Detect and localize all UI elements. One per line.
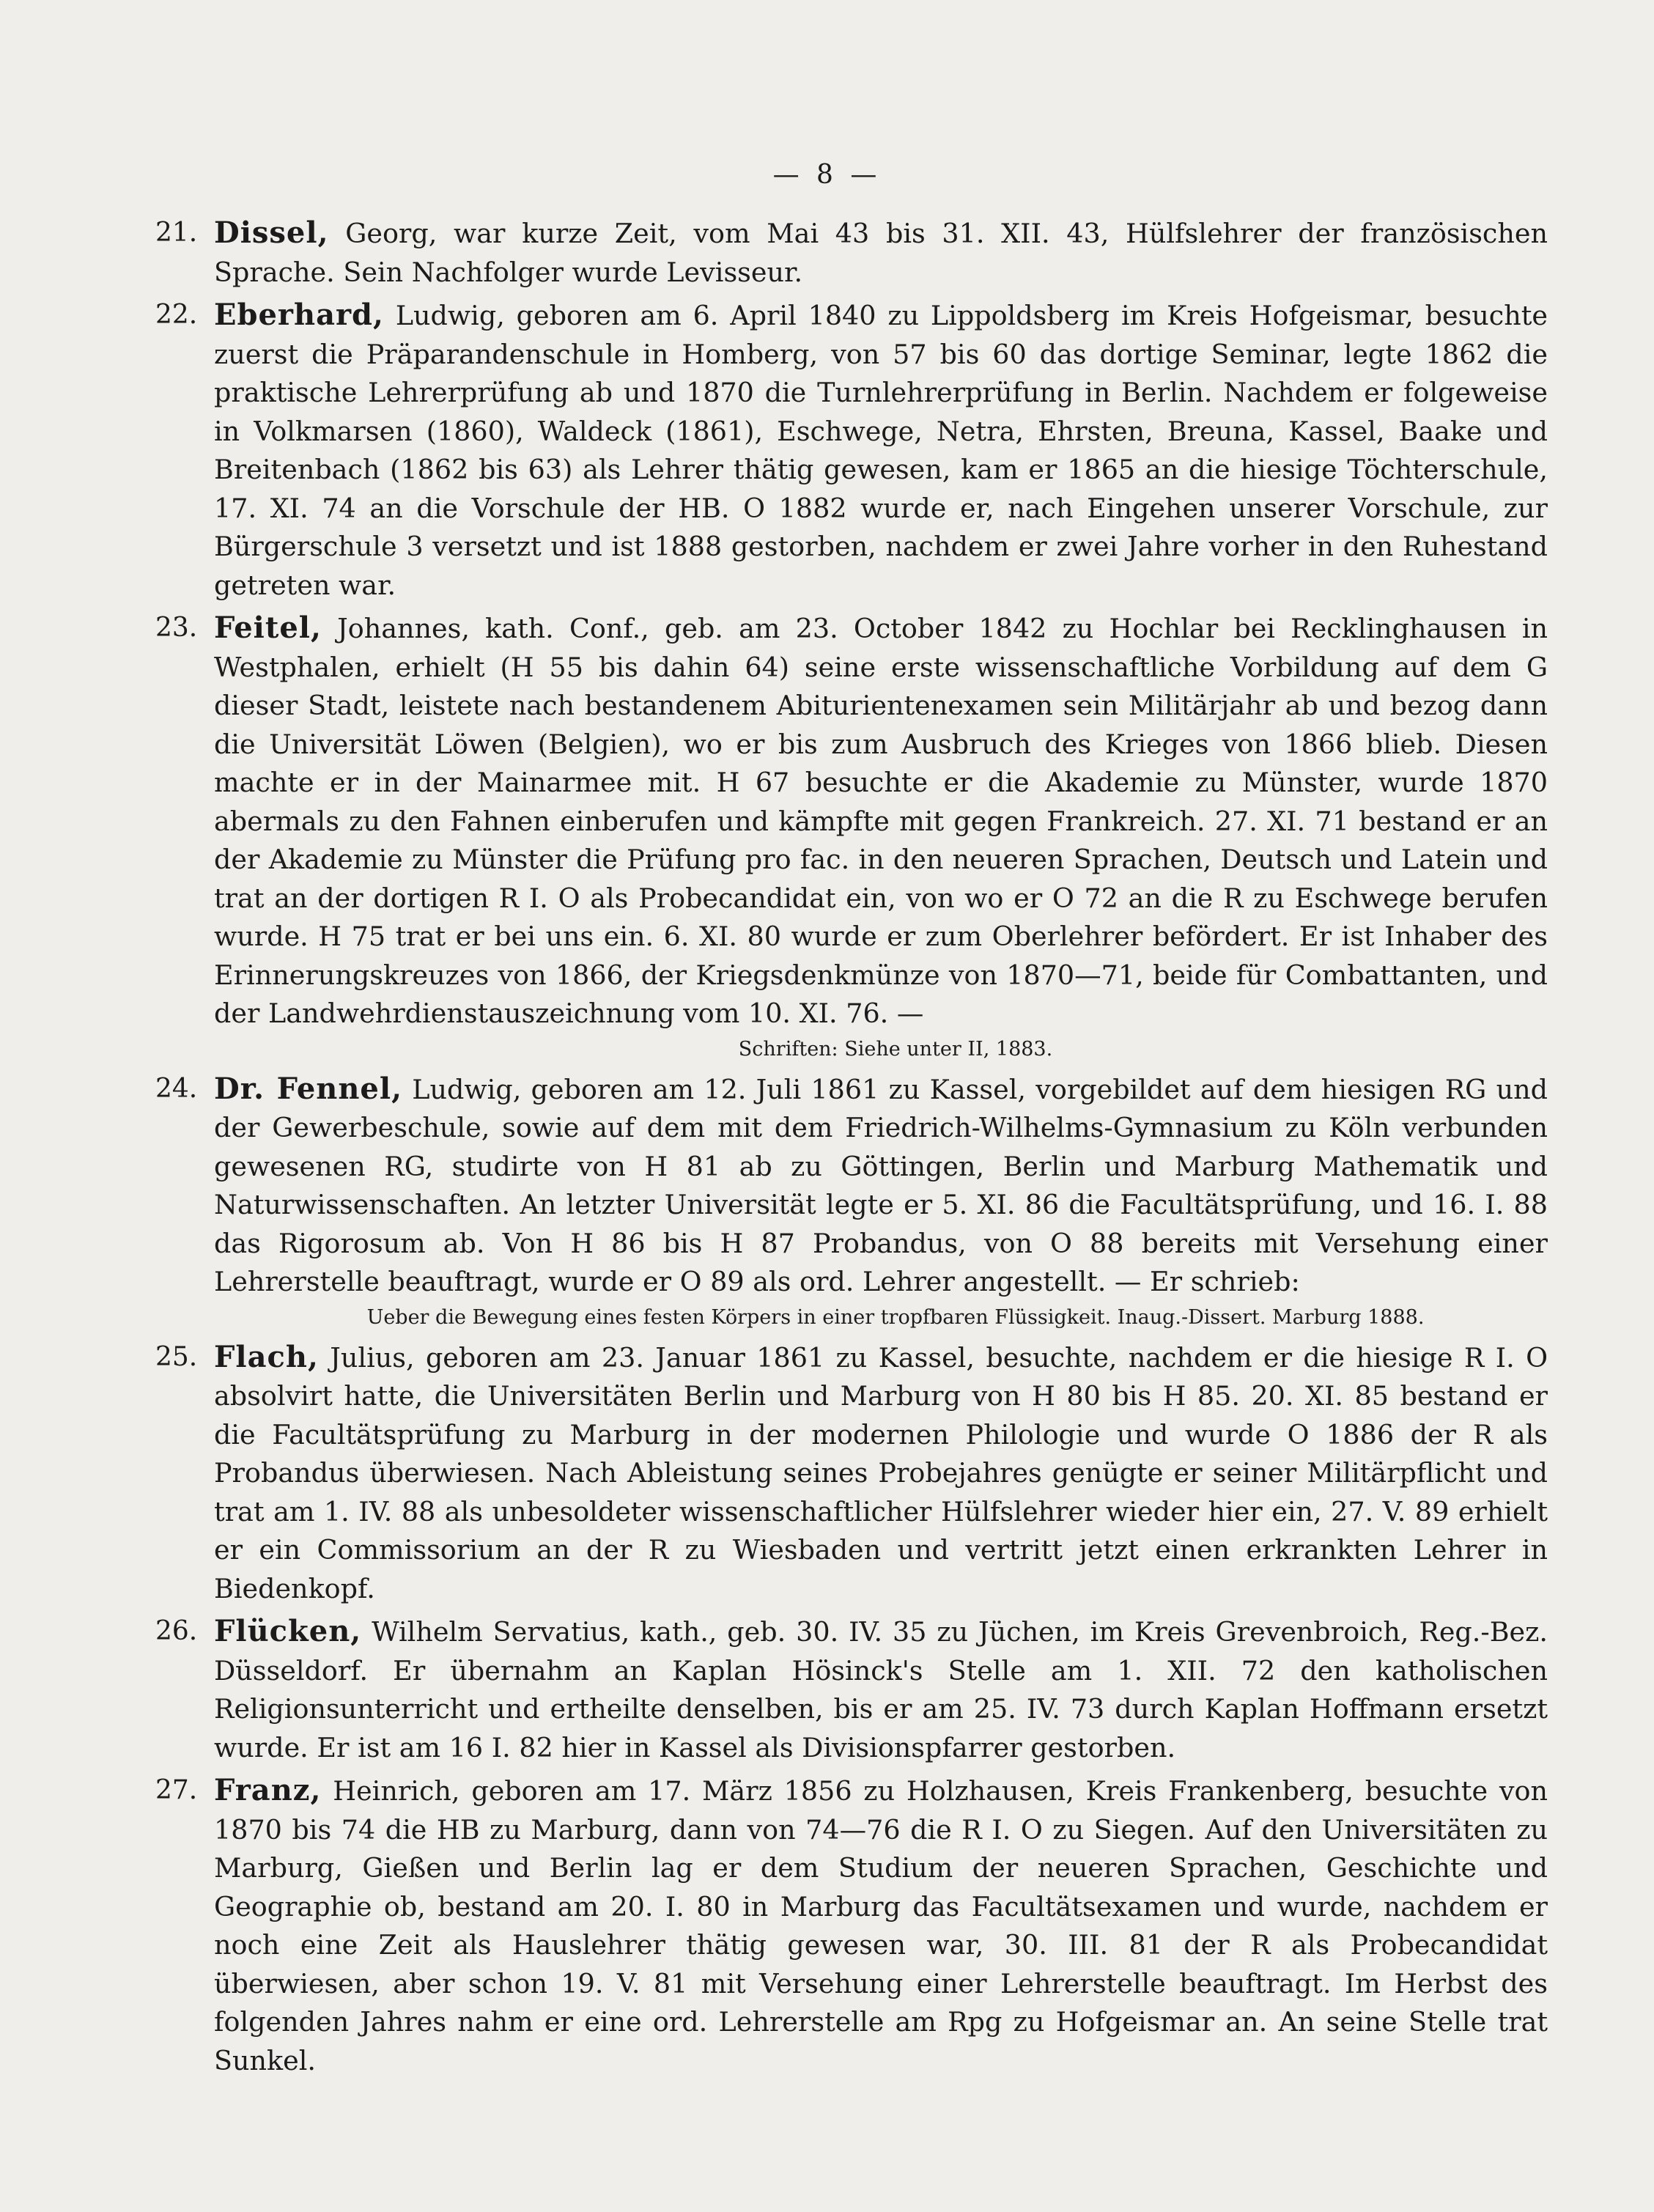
entry-paragraph — [214, 296, 1548, 605]
entry-name: Eberhard, — [214, 298, 384, 332]
entry-number: 21. — [155, 218, 198, 248]
entry-note-publication: Ueber die Bewegung eines festen Körpers in einer tropfbaren Flüssigkeit. Inaug.-Dissert. Marburg 1888. — [366, 1305, 1425, 1329]
entry-number: 27. — [155, 1775, 198, 1805]
entry-paragraph — [214, 214, 1548, 292]
entry-paragraph — [214, 1612, 1548, 1767]
entry-name: Franz, — [214, 1773, 322, 1807]
entry-body: Ludwig, geboren am 6. April 1840 zu Lippoldsberg im Kreis Hofgeismar, besuchte zuerst die Präparandenschule in Homberg, von 57 bis 60 das dortige Seminar, legte 1862 die praktische Lehrerprüfung ab und 1870 die Turnlehrerprüfung in Berlin. Nachdem er folgeweise in Volkmarsen (1860), Waldeck (1861), Eschwege, Netra, Ehrsten, Breuna, Kassel, Baake und Breitenbach (1862 bis 63) als Lehrer thätig gewesen, kam er 1865 an die hiesige Töchterschule, 17. XI. 74 an die Vorschule der HB. O 1882 wurde er, nach Eingehen unserer Vorschule, zur Bürgerschule 3 versetzt und ist 1888 gestorben, nachdem er zwei Jahre vorher in den Ruhestand getreten war. — [214, 300, 1548, 601]
entry-name: Dr. Fennel, — [214, 1071, 403, 1106]
entry-23 — [155, 609, 1548, 1066]
entry-list — [155, 214, 1548, 2084]
page-number: — 8 — — [772, 160, 882, 190]
entry-paragraph — [214, 609, 1548, 1033]
entry-paragraph — [214, 1338, 1548, 1609]
entry-number: 23. — [155, 613, 198, 643]
entry-name: Dissel, — [214, 215, 329, 250]
entry-body: Julius, geboren am 23. Januar 1861 zu Kassel, besuchte, nachdem er die hiesige R I. O absolvirt hatte, die Universitäten Berlin und Marburg von H 80 bis H 85. 20. XI. 85 bestand er die Facultätsprüfung zu Marburg in der modernen Philologie und wurde O 1886 der R als Probandus überwiesen. Nach Ableistung seines Probejahres genügte er seiner Militärpflicht und trat am 1. IV. 88 als unbesoldeter wissenschaftlicher Hülfslehrer wieder hier ein, 27. V. 89 erhielt er ein Commissorium an der R zu Wiesbaden und vertritt jetzt einen erkrankten Lehrer in Biedenkopf. — [214, 1341, 1548, 1604]
entry-body: Johannes, kath. Conf., geb. am 23. October 1842 zu Hochlar bei Recklinghausen in Westphalen, erhielt (H 55 bis dahin 64) seine erste wissenschaftliche Vorbildung auf dem G dieser Stadt, leistete nach bestandenem Abiturientenexamen sein Militärjahr ab und bezog dann die Universität Löwen (Belgien), wo er bis zum Ausbruch des Krieges von 1866 blieb. Diesen machte er in der Mainarmee mit. H 67 besuchte er die Akademie zu Münster, wurde 1870 abermals zu den Fahnen einberufen und kämpfte mit gegen Frankreich. 27. XI. 71 bestand er an der Akademie zu Münster die Prüfung pro fac. in den neueren Sprachen, Deutsch und Latein und trat an der dortigen R I. O als Probecandidat ein, von wo er O 72 an die R zu Eschwege berufen wurde. H 75 trat er bei uns ein. 6. XI. 80 wurde er zum Oberlehrer befördert. Er ist Inhaber des Erinnerungskreuzes von 1866, der Kriegsdenkmünze von 1870—71, beide für Combattanten, und der Landwehrdienstauszeichnung vom 10. XI. 76. — — [214, 613, 1548, 1029]
entry-body: Georg, war kurze Zeit, vom Mai 43 bis 31. XII. 43, Hülfslehrer der französischen Sprache. Sein Nachfolger wurde Levisseur. — [214, 218, 1548, 288]
entry-note-writings: Schriften: Siehe unter II, 1883. — [738, 1037, 1053, 1061]
entry-number: 26. — [155, 1616, 198, 1646]
entry-22 — [155, 296, 1548, 605]
entry-21 — [155, 214, 1548, 292]
entry-26 — [155, 1612, 1548, 1767]
entry-paragraph — [214, 1070, 1548, 1302]
entry-body: Heinrich, geboren am 17. März 1856 zu Holzhausen, Kreis Frankenberg, besuchte von 1870 bis 74 die HB zu Marburg, dann von 74—76 die R I. O zu Siegen. Auf den Universitäten zu Marburg, Gießen und Berlin lag er dem Studium der neueren Sprachen, Geschichte und Geographie ob, bestand am 20. I. 80 in Marburg das Facultätsexamen und wurde, nachdem er noch eine Zeit als Hauslehrer thätig gewesen war, 30. III. 81 der R als Probecandidat überwiesen, aber schon 19. V. 81 mit Versehung einer Lehrerstelle beauftragt. Im Herbst des folgenden Jahres nahm er eine ord. Lehrerstelle am Rpg zu Hofgeismar an. An seine Stelle trat Sunkel. — [214, 1775, 1548, 2076]
entry-name: Flach, — [214, 1339, 319, 1374]
entry-25 — [155, 1338, 1548, 1609]
entry-27 — [155, 1772, 1548, 2080]
entry-24 — [155, 1070, 1548, 1334]
entry-paragraph — [214, 1772, 1548, 2080]
entry-body: Ludwig, geboren am 12. Juli 1861 zu Kassel, vorgebildet auf dem hiesigen RG und der Gewerbeschule, sowie auf dem mit dem Friedrich-Wilhelms-Gymnasium zu Köln verbunden gewesenen RG, studirte von H 81 ab zu Göttingen, Berlin und Marburg Mathematik und Naturwissenschaften. An letzter Universität legte er 5. XI. 86 die Facultätsprüfung, und 16. I. 88 das Rigorosum ab. Von H 86 bis H 87 Probandus, von O 88 bereits mit Versehung einer Lehrerstelle beauftragt, wurde er O 89 als ord. Lehrer angestellt. — Er schrieb: — [214, 1073, 1548, 1297]
entry-number: 25. — [155, 1341, 198, 1372]
entry-body: Wilhelm Servatius, kath., geb. 30. IV. 35 zu Jüchen, im Kreis Grevenbroich, Reg.-Bez. Düsseldorf. Er übernahm an Kaplan Hösinck's Stelle am 1. XII. 72 den katholischen Religionsunterricht und ertheilte denselben, bis er am 25. IV. 73 durch Kaplan Hoffmann ersetzt wurde. Er ist am 16 I. 82 hier in Kassel als Divisionspfarrer gestorben. — [214, 1616, 1548, 1763]
entry-number: 24. — [155, 1073, 198, 1104]
entry-number: 22. — [155, 300, 198, 330]
entry-name: Feitel, — [214, 611, 322, 645]
entry-name: Flücken, — [214, 1614, 362, 1648]
